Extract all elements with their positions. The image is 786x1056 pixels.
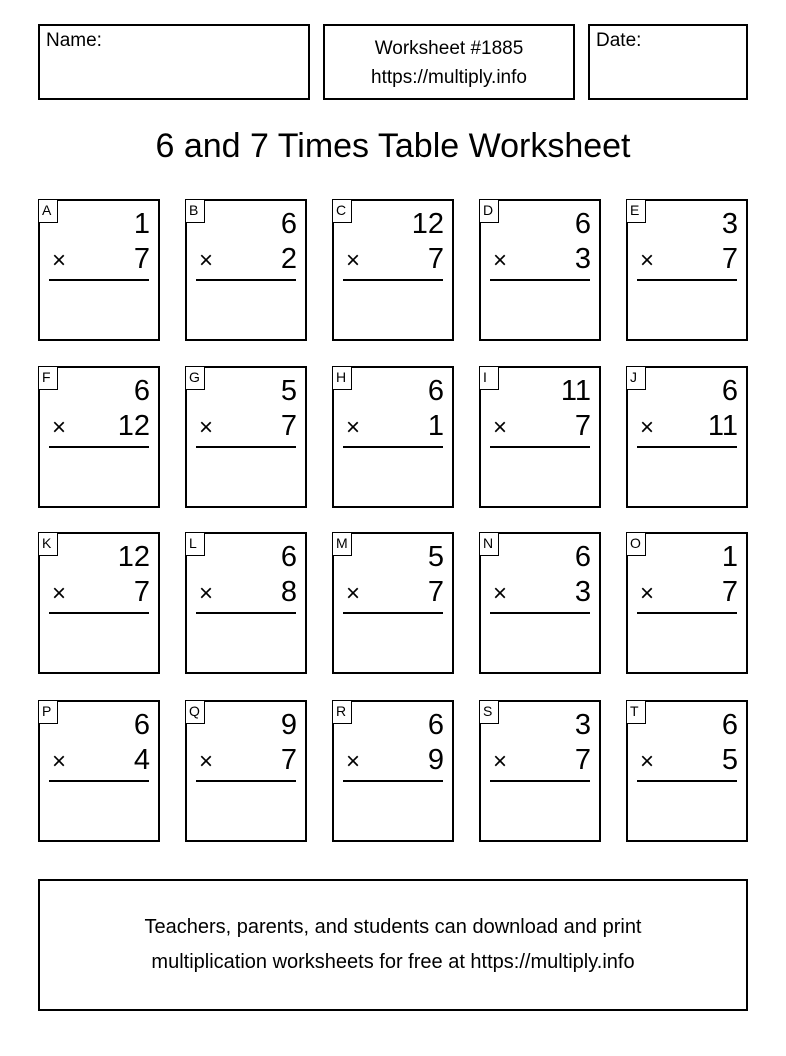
problem-letter: M — [332, 532, 352, 556]
name-box[interactable] — [38, 24, 310, 100]
problem-t[interactable] — [626, 700, 748, 842]
problem-bottom-number: 7 — [574, 410, 591, 442]
problem-bottom-number: 7 — [133, 576, 150, 608]
times-symbol: × — [640, 414, 655, 441]
answer-line — [343, 780, 443, 782]
times-symbol: × — [52, 580, 67, 607]
problem-letter: S — [479, 700, 499, 724]
answer-line — [490, 446, 590, 448]
problem-r[interactable] — [332, 700, 454, 842]
problem-c[interactable] — [332, 199, 454, 341]
answer-line — [49, 446, 149, 448]
date-label: Date: — [596, 30, 642, 51]
problem-bottom-number: 7 — [574, 744, 591, 776]
problem-m[interactable] — [332, 532, 454, 674]
problem-bottom-number: 2 — [280, 243, 297, 275]
problem-l[interactable] — [185, 532, 307, 674]
problem-bottom-number: 7 — [721, 243, 738, 275]
times-symbol: × — [199, 580, 214, 607]
problem-top-number: 6 — [427, 375, 444, 407]
problem-q[interactable] — [185, 700, 307, 842]
footer-box — [38, 879, 748, 1011]
problem-bottom-number: 1 — [427, 410, 444, 442]
problem-top-number: 6 — [280, 541, 297, 573]
problem-top-number: 9 — [280, 709, 297, 741]
answer-line — [490, 612, 590, 614]
answer-line — [637, 446, 737, 448]
problem-top-number: 6 — [427, 709, 444, 741]
times-symbol: × — [346, 414, 361, 441]
problem-n[interactable] — [479, 532, 601, 674]
answer-line — [343, 279, 443, 281]
times-symbol: × — [199, 748, 214, 775]
problem-letter: C — [332, 199, 352, 223]
problem-letter: N — [479, 532, 499, 556]
problem-letter: O — [626, 532, 646, 556]
times-symbol: × — [52, 748, 67, 775]
problem-letter: K — [38, 532, 58, 556]
page-title: 6 and 7 Times Table Worksheet — [155, 127, 631, 165]
problem-i[interactable] — [479, 366, 601, 508]
problem-bottom-number: 7 — [427, 576, 444, 608]
name-label: Name: — [46, 30, 102, 51]
times-symbol: × — [346, 247, 361, 274]
problem-letter: D — [479, 199, 499, 223]
problem-letter: E — [626, 199, 646, 223]
times-symbol: × — [346, 748, 361, 775]
problem-bottom-number: 7 — [133, 243, 150, 275]
problem-top-number: 12 — [411, 208, 444, 240]
times-symbol: × — [52, 414, 67, 441]
problem-letter: P — [38, 700, 58, 724]
times-symbol: × — [493, 748, 508, 775]
problem-letter: L — [185, 532, 205, 556]
problem-bottom-number: 9 — [427, 744, 444, 776]
problem-top-number: 6 — [721, 709, 738, 741]
problem-letter: A — [38, 199, 58, 223]
problem-top-number: 11 — [560, 375, 591, 407]
problem-h[interactable] — [332, 366, 454, 508]
answer-line — [637, 612, 737, 614]
times-symbol: × — [199, 414, 214, 441]
answer-line — [343, 446, 443, 448]
problem-p[interactable] — [38, 700, 160, 842]
problem-f[interactable] — [38, 366, 160, 508]
problem-letter: G — [185, 366, 205, 390]
answer-line — [196, 446, 296, 448]
worksheet-info-box — [323, 24, 575, 100]
worksheet-number: Worksheet #1885 — [374, 38, 524, 59]
problem-top-number: 6 — [721, 375, 738, 407]
problem-bottom-number: 7 — [280, 744, 297, 776]
times-symbol: × — [52, 247, 67, 274]
problem-letter: I — [479, 366, 499, 390]
times-symbol: × — [493, 580, 508, 607]
answer-line — [49, 780, 149, 782]
problem-top-number: 6 — [133, 709, 150, 741]
problem-k[interactable] — [38, 532, 160, 674]
answer-line — [196, 279, 296, 281]
footer-line-1: Teachers, parents, and students can download and print — [144, 916, 642, 938]
problem-bottom-number: 7 — [721, 576, 738, 608]
footer-line-2: multiplication worksheets for free at https://multiply.info — [151, 951, 635, 973]
problem-s[interactable] — [479, 700, 601, 842]
problem-bottom-number: 5 — [721, 744, 738, 776]
problem-top-number: 12 — [117, 541, 150, 573]
problem-top-number: 5 — [280, 375, 297, 407]
problem-letter: B — [185, 199, 205, 223]
problem-bottom-number: 7 — [427, 243, 444, 275]
problem-bottom-number: 3 — [574, 576, 591, 608]
problem-bottom-number: 4 — [133, 744, 150, 776]
problem-letter: Q — [185, 700, 205, 724]
problem-bottom-number: 12 — [117, 410, 150, 442]
answer-line — [343, 612, 443, 614]
problem-letter: H — [332, 366, 352, 390]
answer-line — [637, 279, 737, 281]
problem-letter: T — [626, 700, 646, 724]
problem-top-number: 1 — [721, 541, 738, 573]
answer-line — [49, 612, 149, 614]
problem-bottom-number: 11 — [707, 410, 738, 442]
problem-top-number: 6 — [574, 541, 591, 573]
problem-b[interactable] — [185, 199, 307, 341]
answer-line — [490, 279, 590, 281]
times-symbol: × — [199, 247, 214, 274]
times-symbol: × — [640, 580, 655, 607]
answer-line — [49, 279, 149, 281]
problem-bottom-number: 8 — [280, 576, 297, 608]
problem-g[interactable] — [185, 366, 307, 508]
answer-line — [196, 780, 296, 782]
times-symbol: × — [493, 414, 508, 441]
problem-e[interactable] — [626, 199, 748, 341]
problem-letter: J — [626, 366, 646, 390]
problem-top-number: 6 — [280, 208, 297, 240]
worksheet-url: https://multiply.info — [371, 67, 527, 88]
answer-line — [490, 780, 590, 782]
times-symbol: × — [346, 580, 361, 607]
answer-line — [196, 612, 296, 614]
problem-top-number: 6 — [133, 375, 150, 407]
times-symbol: × — [493, 247, 508, 274]
problem-top-number: 3 — [574, 709, 591, 741]
times-symbol: × — [640, 247, 655, 274]
problem-top-number: 1 — [133, 208, 150, 240]
problem-top-number: 6 — [574, 208, 591, 240]
problem-top-number: 5 — [427, 541, 444, 573]
answer-line — [637, 780, 737, 782]
times-symbol: × — [640, 748, 655, 775]
problem-d[interactable] — [479, 199, 601, 341]
problem-j[interactable] — [626, 366, 748, 508]
problem-top-number: 3 — [721, 208, 738, 240]
problem-letter: R — [332, 700, 352, 724]
problem-bottom-number: 7 — [280, 410, 297, 442]
problem-letter: F — [38, 366, 58, 390]
problem-a[interactable] — [38, 199, 160, 341]
problem-bottom-number: 3 — [574, 243, 591, 275]
problem-o[interactable] — [626, 532, 748, 674]
date-box[interactable] — [588, 24, 748, 100]
